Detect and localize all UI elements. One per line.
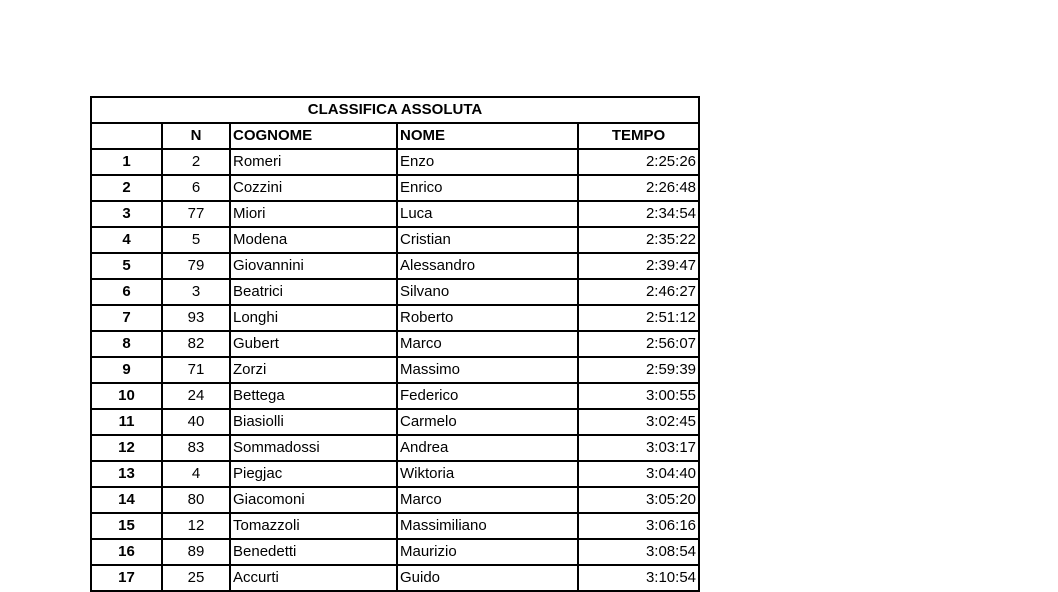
cell-position: 11 [91,409,162,435]
ranking-table [90,96,700,592]
cell-time: 3:08:54 [578,539,699,565]
header-first-name: NOME [397,123,578,149]
table-row [91,357,699,383]
cell-position: 9 [91,357,162,383]
cell-position: 6 [91,279,162,305]
cell-first-name: Maurizio [397,539,578,565]
table-row [91,539,699,565]
table-row [91,487,699,513]
table-title-row [91,97,699,123]
cell-position: 2 [91,175,162,201]
table-row [91,513,699,539]
cell-bib-number: 93 [162,305,230,331]
cell-bib-number: 25 [162,565,230,591]
cell-time: 3:05:20 [578,487,699,513]
cell-surname: Tomazzoli [230,513,397,539]
cell-position: 1 [91,149,162,175]
cell-surname: Benedetti [230,539,397,565]
cell-position: 4 [91,227,162,253]
cell-position: 16 [91,539,162,565]
cell-surname: Modena [230,227,397,253]
cell-first-name: Andrea [397,435,578,461]
table-row [91,461,699,487]
cell-position: 17 [91,565,162,591]
header-bib-number: N [162,123,230,149]
cell-surname: Gubert [230,331,397,357]
table-header-row [91,123,699,149]
cell-bib-number: 12 [162,513,230,539]
table-row [91,565,699,591]
cell-time: 3:00:55 [578,383,699,409]
table-row [91,409,699,435]
cell-position: 15 [91,513,162,539]
cell-surname: Piegjac [230,461,397,487]
cell-bib-number: 82 [162,331,230,357]
cell-bib-number: 83 [162,435,230,461]
table-row [91,279,699,305]
cell-first-name: Wiktoria [397,461,578,487]
table-row [91,435,699,461]
table-row [91,201,699,227]
cell-time: 2:26:48 [578,175,699,201]
cell-bib-number: 89 [162,539,230,565]
cell-surname: Cozzini [230,175,397,201]
cell-time: 3:04:40 [578,461,699,487]
cell-time: 2:39:47 [578,253,699,279]
cell-first-name: Roberto [397,305,578,331]
cell-first-name: Marco [397,487,578,513]
cell-bib-number: 4 [162,461,230,487]
header-time: TEMPO [578,123,699,149]
cell-first-name: Massimiliano [397,513,578,539]
cell-first-name: Silvano [397,279,578,305]
table-row [91,383,699,409]
cell-bib-number: 80 [162,487,230,513]
table-row [91,305,699,331]
table-row [91,331,699,357]
cell-bib-number: 3 [162,279,230,305]
header-surname: COGNOME [230,123,397,149]
cell-surname: Giovannini [230,253,397,279]
cell-surname: Romeri [230,149,397,175]
cell-bib-number: 40 [162,409,230,435]
cell-time: 3:03:17 [578,435,699,461]
table-row [91,253,699,279]
cell-first-name: Marco [397,331,578,357]
cell-bib-number: 71 [162,357,230,383]
cell-first-name: Federico [397,383,578,409]
table-row [91,175,699,201]
cell-surname: Bettega [230,383,397,409]
cell-position: 8 [91,331,162,357]
cell-time: 2:46:27 [578,279,699,305]
cell-time: 2:25:26 [578,149,699,175]
cell-surname: Zorzi [230,357,397,383]
cell-bib-number: 2 [162,149,230,175]
header-position [91,123,162,149]
cell-surname: Longhi [230,305,397,331]
cell-surname: Biasiolli [230,409,397,435]
ranking-table-body [91,97,699,591]
cell-bib-number: 24 [162,383,230,409]
cell-first-name: Cristian [397,227,578,253]
cell-surname: Giacomoni [230,487,397,513]
cell-position: 13 [91,461,162,487]
table-title: CLASSIFICA ASSOLUTA [91,97,699,123]
cell-bib-number: 79 [162,253,230,279]
cell-position: 7 [91,305,162,331]
cell-first-name: Enzo [397,149,578,175]
cell-first-name: Carmelo [397,409,578,435]
cell-time: 2:56:07 [578,331,699,357]
cell-position: 12 [91,435,162,461]
cell-bib-number: 5 [162,227,230,253]
cell-time: 2:34:54 [578,201,699,227]
cell-first-name: Guido [397,565,578,591]
cell-first-name: Enrico [397,175,578,201]
cell-first-name: Luca [397,201,578,227]
cell-time: 2:59:39 [578,357,699,383]
cell-first-name: Massimo [397,357,578,383]
cell-time: 3:10:54 [578,565,699,591]
cell-surname: Accurti [230,565,397,591]
cell-surname: Miori [230,201,397,227]
cell-position: 5 [91,253,162,279]
cell-time: 2:35:22 [578,227,699,253]
cell-bib-number: 6 [162,175,230,201]
cell-first-name: Alessandro [397,253,578,279]
cell-time: 2:51:12 [578,305,699,331]
cell-bib-number: 77 [162,201,230,227]
cell-position: 14 [91,487,162,513]
table-row [91,227,699,253]
table-row [91,149,699,175]
cell-position: 10 [91,383,162,409]
cell-surname: Sommadossi [230,435,397,461]
cell-time: 3:02:45 [578,409,699,435]
cell-surname: Beatrici [230,279,397,305]
cell-time: 3:06:16 [578,513,699,539]
cell-position: 3 [91,201,162,227]
